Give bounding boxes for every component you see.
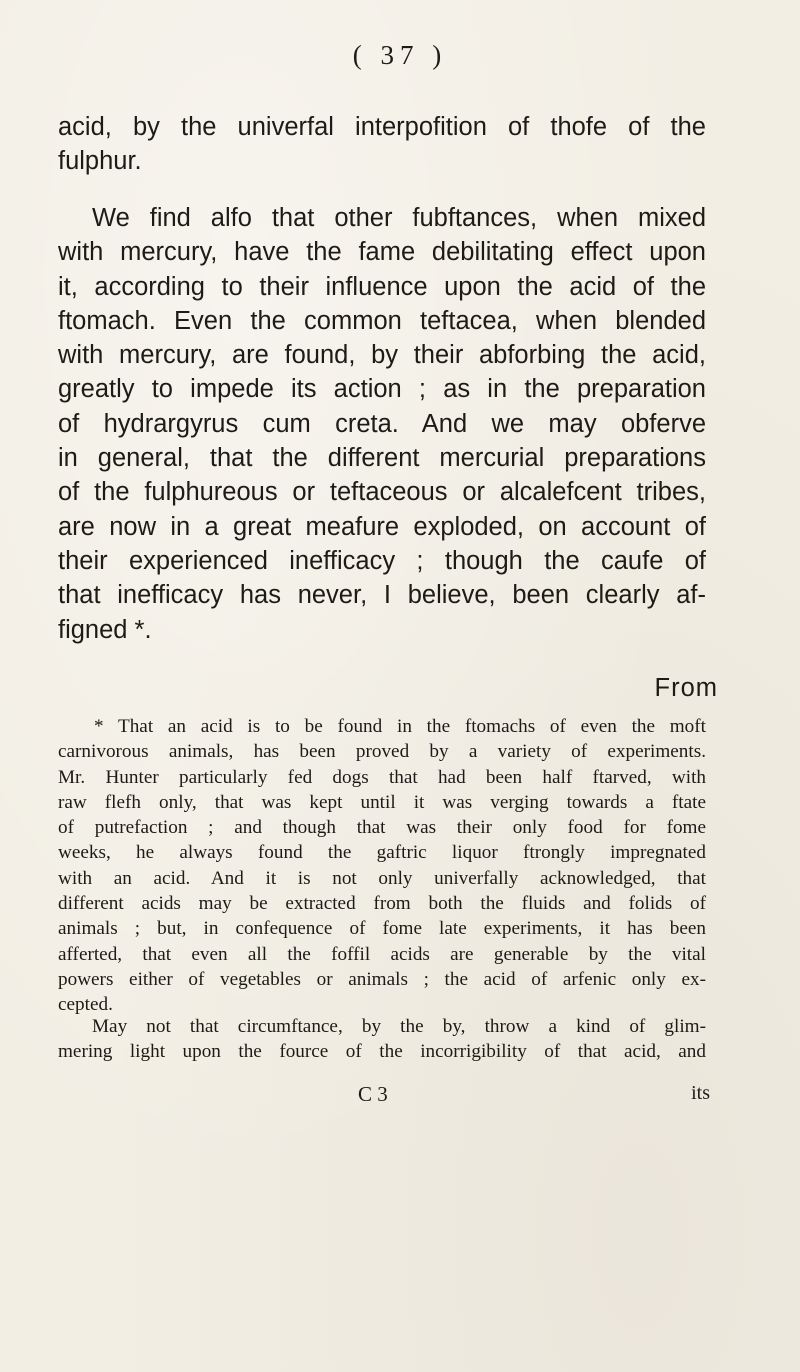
text-line: figned *. bbox=[58, 615, 152, 644]
text-line: ftomach. Even the common teftacea, when blended bbox=[58, 306, 706, 335]
text-line: that inefficacy has never, I believe, been clearly af- bbox=[58, 581, 706, 610]
text-line: greatly to impede its action ; as in the preparation bbox=[58, 375, 706, 404]
text-line: their experienced inefficacy ; though the caufe of bbox=[58, 546, 706, 575]
footnote-line: afferted, that even all the foffil acids are generable by the vital bbox=[58, 943, 706, 965]
footnote-line: animals ; but, in confequence of fome late experiments, it has been bbox=[58, 918, 706, 940]
footnote-line: of putrefaction ; and though that was their only food for fome bbox=[58, 817, 706, 839]
text-line: with mercury, have the fame debilitating effect upon bbox=[58, 238, 706, 267]
footnote-continuation bbox=[58, 1014, 706, 1065]
footnote-line: carnivorous animals, has been proved by a variety of experiments. bbox=[58, 741, 706, 763]
catchword: From bbox=[654, 674, 718, 702]
text-line: fulphur. bbox=[58, 147, 142, 176]
paragraph bbox=[58, 201, 706, 647]
footnote-line: different acids may be extracted from both the fluids and folids of bbox=[58, 893, 706, 915]
text-line: it, according to their influence upon the acid of the bbox=[58, 272, 706, 301]
paragraph-continuation bbox=[58, 110, 706, 179]
footnote-catchword: its bbox=[691, 1082, 710, 1104]
signature-mark: C 3 bbox=[358, 1082, 388, 1106]
text-line: of the fulphureous or teftaceous or alcalefcent tribes, bbox=[58, 478, 706, 507]
text-line: in general, that the different mercurial preparations bbox=[58, 444, 706, 473]
footnote-line: May not that circumftance, by the by, throw a kind of glim- bbox=[92, 1016, 706, 1037]
footnote-line: mering light upon the fource of the incorrigibility of that acid, and bbox=[58, 1041, 706, 1063]
footnote-line: Mr. Hunter particularly fed dogs that had been half ftarved, with bbox=[58, 766, 706, 788]
footnote-line: * That an acid is to be found in the ftomachs of even the moft bbox=[94, 716, 706, 737]
text-line: are now in a great meafure exploded, on account of bbox=[58, 512, 706, 541]
text-line: acid, by the univerfal interpofition of thofe of the bbox=[58, 113, 706, 141]
footnote-line: weeks, he always found the gaftric liquor ftrongly impregnated bbox=[58, 842, 706, 864]
footnote-line: cepted. bbox=[58, 994, 113, 1016]
footnote-line: with an acid. And it is not only univerfally acknowledged, that bbox=[58, 867, 706, 889]
footnote-line: powers either of vegetables or animals ; the acid of arfenic only ex- bbox=[58, 968, 706, 990]
text-line: with mercury, are found, by their abforbing the acid, bbox=[58, 341, 706, 370]
footnote bbox=[58, 714, 706, 1018]
text-line: of hydrargyrus cum creta. And we may obferve bbox=[58, 409, 706, 438]
text-line: We find alfo that other fubftances, when mixed bbox=[92, 204, 706, 232]
page-number: ( 37 ) bbox=[352, 40, 448, 70]
footnote-line: raw flefh only, that was kept until it was verging towards a ftate bbox=[58, 791, 706, 813]
